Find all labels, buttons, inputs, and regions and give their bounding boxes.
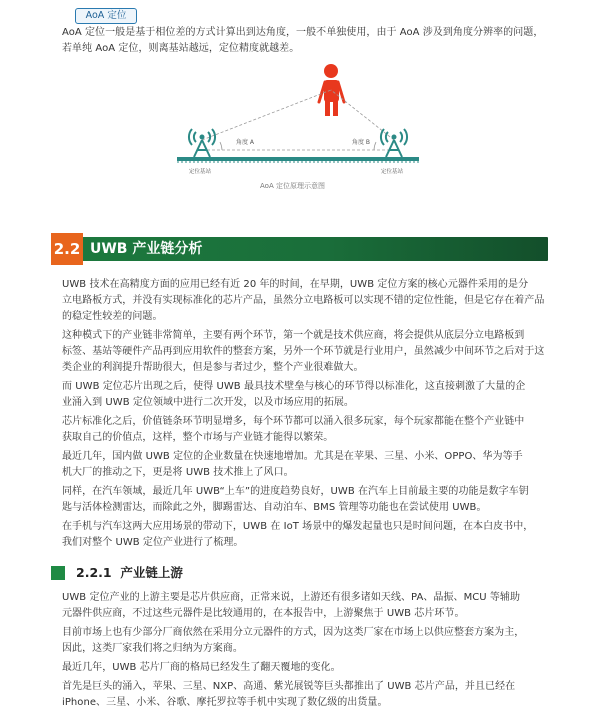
- section-tag: AoA 定位: [75, 8, 137, 24]
- sub-para1-line1: UWB 定位产业的上游主要是芯片供应商，正常来说，上游还有很多诸如天线、PA、晶振、MCU 等辅助: [62, 592, 521, 603]
- sub-para4-line1: 首先是巨头的涌入，苹果、三星、NXP、高通、紫光展锐等巨头都推出了 UWB 芯片产品，并且已经在: [62, 681, 516, 692]
- para7-line2: 我们对整个 UWB 定位产业进行了梳理。: [62, 537, 244, 548]
- intro-line-1: AoA 定位一般是基于相位差的方式计算出到达角度，一般不单独使用，由于 AoA 涉及到角度分辨率的问题，: [62, 27, 544, 38]
- para1-line2: 立电路板方式，并没有实现标准化的芯片产品，虽然分立电路板可以实现不错的定位性能，但是它存在着产品: [62, 295, 545, 306]
- sub-para2-line1: 目前市场上也有少部分厂商依然在采用分立元器件的方式，因为这类厂家在市场上以供应整套方案为主，: [62, 627, 525, 638]
- para3-line1: 而 UWB 定位芯片出现之后，使得 UWB 最具技术壁垒与核心的环节得以标准化，这直接刺激了大量的企: [62, 381, 526, 392]
- para3-line2: 业涌入到 UWB 定位领域中进行二次开发，以及市场应用的拓展。: [62, 397, 354, 408]
- para5-line1: 最近几年，国内做 UWB 定位的企业数量在快速地增加。尤其是在苹果、三星、小米、OPPO、华为等手: [62, 451, 523, 462]
- para2-line1: 这种模式下的产业链非常简单，主要有两个环节，第一个就是技术供应商，将会提供从底层分立电路板到: [62, 330, 525, 341]
- section-number: 2.2: [51, 233, 83, 265]
- para1-line1: UWB 技术在高精度方面的应用已经有近 20 年的时间，在早期，UWB 定位方案的核心元器件采用的是分: [62, 279, 529, 290]
- para5-line2: 机大厂的推动之下，更是将 UWB 技术推上了风口。: [62, 467, 294, 478]
- station-left-label: 定位基站: [189, 169, 212, 175]
- signal-line-a: [202, 90, 331, 140]
- intro-line-2: 若单纯 AoA 定位，则离基站越远，定位精度就越差。: [62, 43, 300, 54]
- para7-line1: 在手机与汽车这两大应用场景的带动下，UWB 在 IoT 场景中的爆发起量也只是时间问题，在本白皮书中，: [62, 521, 534, 532]
- para6-line1: 同样，在汽车领域，最近几年 UWB“上车”的进度趋势良好，UWB 在汽车上目前最主要的功能是数字车钥: [62, 486, 529, 497]
- ground-bar: [177, 157, 419, 162]
- para1-line3: 的稳定性较差的问题。: [62, 311, 163, 322]
- para2-line3: 类企业的利润提升帮助很大，但是参与者过少，整个产业很难做大。: [62, 362, 364, 373]
- subsection-title: [76, 564, 183, 582]
- subsection-marker: [51, 566, 65, 580]
- angle-b-label: 角度 B: [352, 139, 371, 146]
- signal-line-b: [331, 90, 394, 140]
- diagram-caption: AoA 定位原理示意图: [260, 182, 325, 190]
- section-title: UWB 产业链分析: [90, 241, 203, 257]
- para4-line2: 获取自己的价值点，这样，整个市场与产业链才能得以繁荣。: [62, 432, 334, 443]
- para6-line2: 匙与活体检测雷达，而除此之外，脚踢雷达、自动泊车、BMS 管理等功能也在尝试使用 UWB。: [62, 502, 487, 513]
- sub-para1-line2: 元器件供应商，不过这些元器件是比较通用的，在本报告中，上游聚焦于 UWB 芯片环节。: [62, 608, 465, 619]
- station-right-label: 定位基站: [381, 169, 404, 175]
- sub-para4-line2: iPhone、三星、小米、谷歌、摩托罗拉等手机中实现了数亿级的出货量。: [62, 697, 388, 708]
- sub-para3-line1: 最近几年，UWB 芯片厂商的格局已经发生了翻天覆地的变化。: [62, 662, 341, 673]
- sub-para2-line2: 因此，这类厂家我们将之归纳为方案商。: [62, 643, 243, 654]
- subsection-number: 2.2.1: [76, 565, 112, 580]
- para2-line2: 标签、基站等硬件产品再到应用软件的整套方案，另外一个环节就是行业用户，虽然减少中间环节之后对于这: [62, 346, 545, 357]
- para4-line1: 芯片标准化之后，价值链条环节明显增多，每个环节都可以涌入很多玩家，每个玩家都能在整个产业链中: [62, 416, 525, 427]
- left-tower-icon: [189, 129, 215, 157]
- angle-a-label: 角度 A: [236, 139, 255, 146]
- aoa-diagram: [0, 60, 601, 195]
- subsection-title-text: 产业链上游: [120, 565, 183, 580]
